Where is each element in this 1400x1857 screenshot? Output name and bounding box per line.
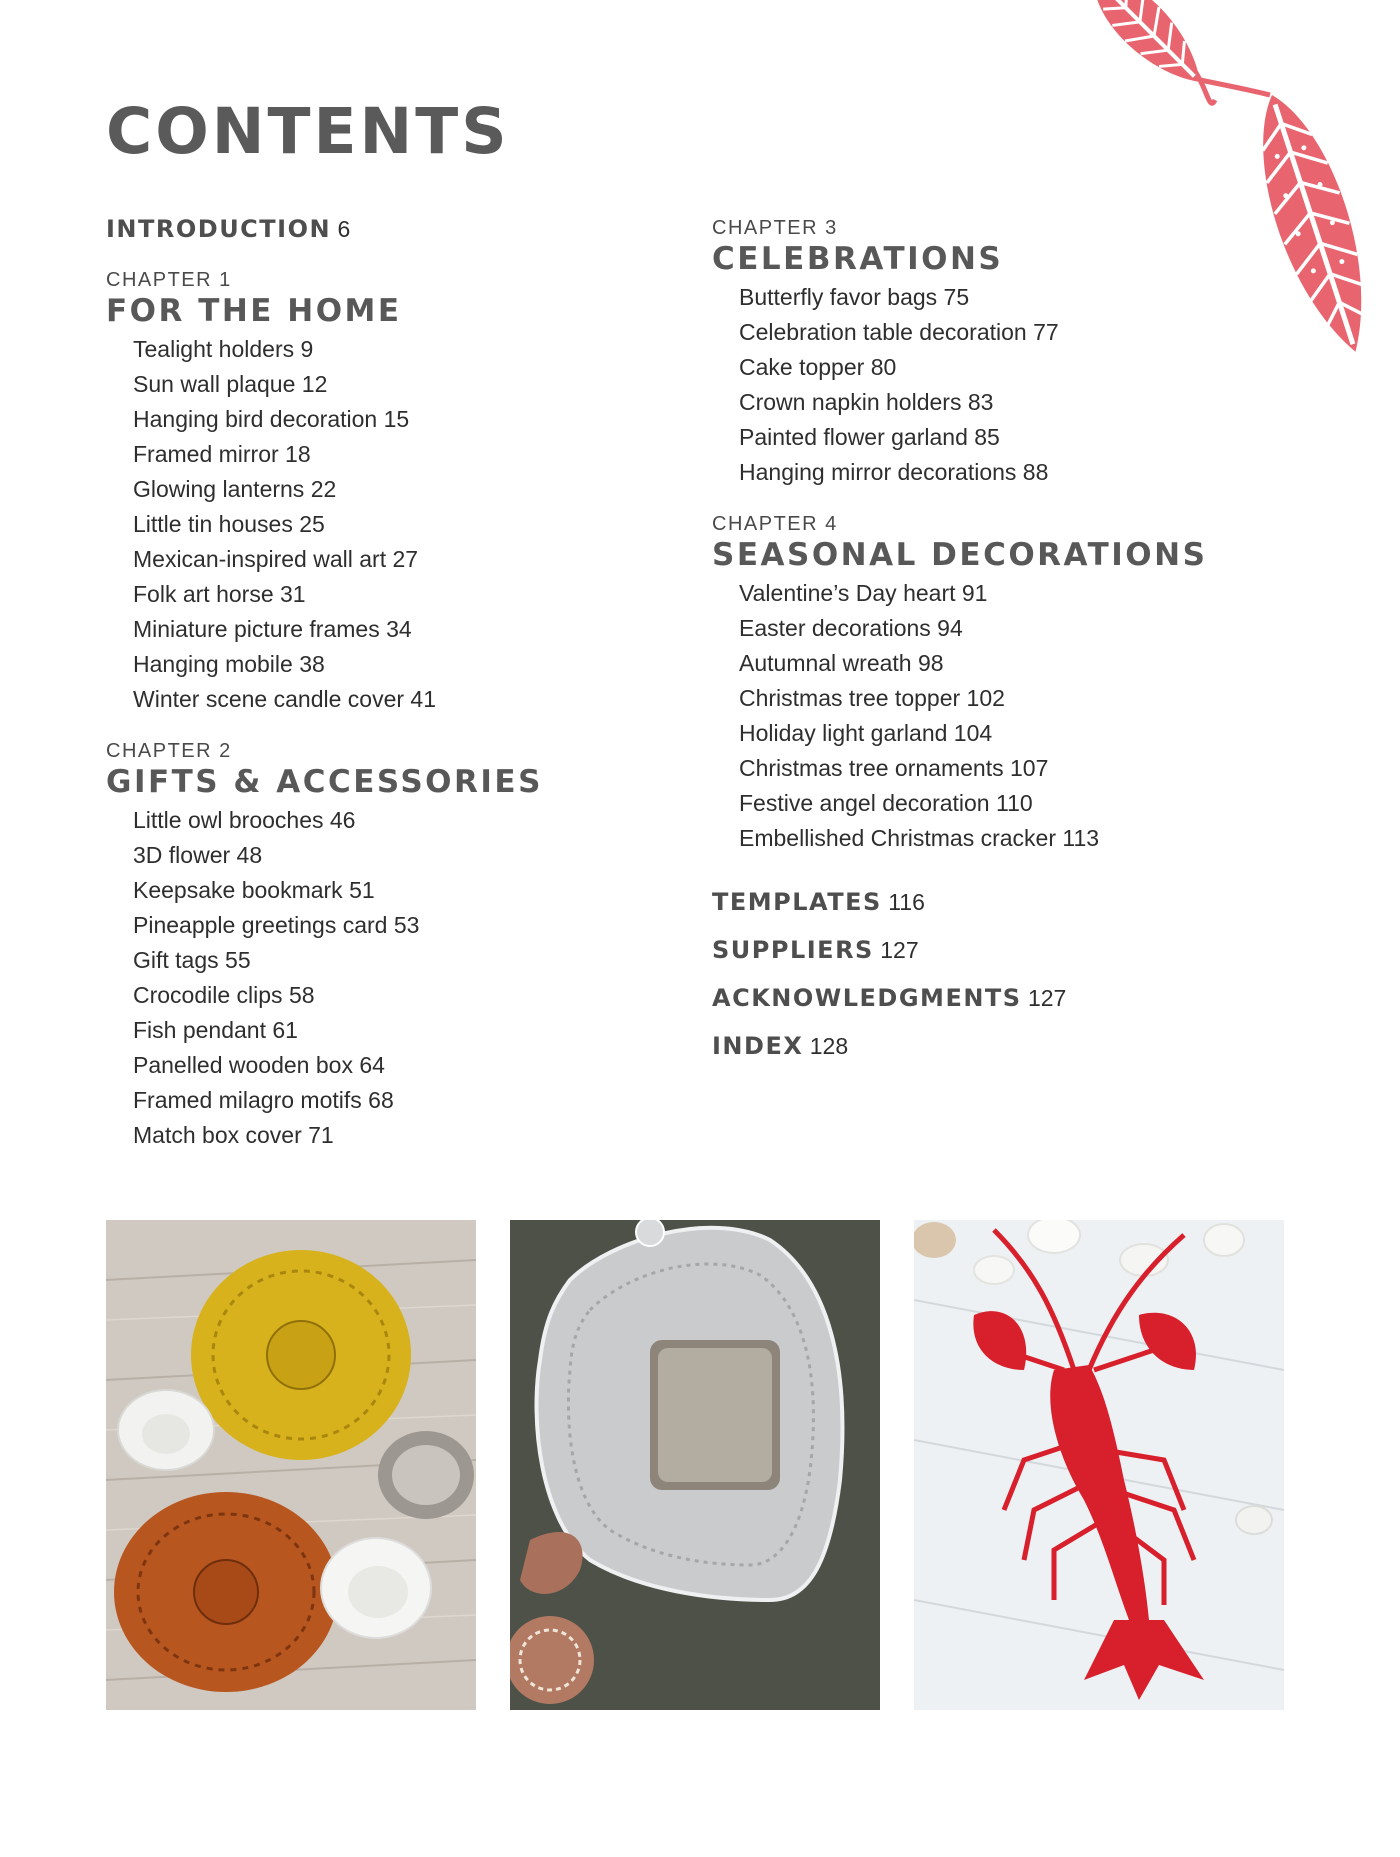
section-label: TEMPLATES: [712, 888, 882, 916]
toc-item[interactable]: Celebration table decoration 77: [739, 319, 1059, 345]
chapter-items: [106, 803, 666, 1153]
chapter-title[interactable]: CELEBRATIONS: [712, 241, 1004, 277]
photo-sun-plaques: [106, 1220, 476, 1710]
contents-left-column: [106, 212, 666, 1175]
toc-item[interactable]: Cake topper 80: [739, 354, 897, 380]
page-title: CONTENTS: [106, 95, 510, 168]
toc-item[interactable]: Panelled wooden box 64: [133, 1052, 385, 1078]
toc-item[interactable]: Glowing lanterns 22: [133, 476, 337, 502]
toc-item[interactable]: Holiday light garland 104: [739, 720, 993, 746]
toc-item[interactable]: Crocodile clips 58: [133, 982, 315, 1008]
toc-item[interactable]: Sun wall plaque 12: [133, 371, 328, 397]
toc-item[interactable]: Fish pendant 61: [133, 1017, 298, 1043]
chapter-label: CHAPTER 2: [106, 740, 232, 762]
toc-item[interactable]: Gift tags 55: [133, 947, 251, 973]
section-label: ACKNOWLEDGMENTS: [712, 984, 1022, 1012]
section-label: INTRODUCTION: [106, 215, 332, 243]
section-page: 116: [888, 889, 925, 915]
photo-lobster: [914, 1220, 1284, 1710]
chapter-items: [712, 280, 1272, 490]
toc-item[interactable]: Framed milagro motifs 68: [133, 1087, 394, 1113]
toc-item[interactable]: Little owl brooches 46: [133, 807, 356, 833]
toc-item[interactable]: Tealight holders 9: [133, 336, 314, 362]
toc-item[interactable]: Easter decorations 94: [739, 615, 963, 641]
toc-item[interactable]: 3D flower 48: [133, 842, 263, 868]
section-page: 128: [809, 1033, 849, 1059]
chapter-title[interactable]: GIFTS & ACCESSORIES: [106, 764, 543, 800]
toc-entry-acknowledgments[interactable]: [712, 974, 1272, 1022]
section-label: SUPPLIERS: [712, 936, 874, 964]
toc-item[interactable]: Hanging mirror decorations 88: [739, 459, 1049, 485]
chapter-3: [712, 216, 1272, 490]
chapter-2: [106, 739, 666, 1153]
toc-item[interactable]: Christmas tree topper 102: [739, 685, 1005, 711]
toc-entry-suppliers[interactable]: [712, 926, 1272, 974]
toc-entry-templates[interactable]: [712, 878, 1272, 926]
toc-item[interactable]: Autumnal wreath 98: [739, 650, 944, 676]
chapter-items: [712, 576, 1272, 856]
toc-item[interactable]: Christmas tree ornaments 107: [739, 755, 1049, 781]
toc-item[interactable]: Hanging bird decoration 15: [133, 406, 410, 432]
toc-entry-index[interactable]: [712, 1022, 1272, 1070]
chapter-4: [712, 512, 1272, 856]
toc-item[interactable]: Match box cover 71: [133, 1122, 334, 1148]
toc-item[interactable]: Embellished Christmas cracker 113: [739, 825, 1100, 851]
toc-item[interactable]: Valentine’s Day heart 91: [739, 580, 988, 606]
photo-tin-mirror: [510, 1220, 880, 1710]
toc-item[interactable]: Hanging mobile 38: [133, 651, 325, 677]
chapter-1: [106, 268, 666, 717]
chapter-title[interactable]: FOR THE HOME: [106, 293, 402, 329]
section-page: 127: [880, 937, 919, 963]
section-page: 6: [337, 216, 351, 242]
contents-right-column: [712, 216, 1272, 1070]
toc-item[interactable]: Painted flower garland 85: [739, 424, 1000, 450]
chapter-label: CHAPTER 1: [106, 269, 232, 291]
toc-item[interactable]: Little tin houses 25: [133, 511, 325, 537]
toc-item[interactable]: Winter scene candle cover 41: [133, 686, 436, 712]
toc-entry-introduction[interactable]: [106, 212, 666, 246]
toc-item[interactable]: Keepsake bookmark 51: [133, 877, 375, 903]
toc-item[interactable]: Crown napkin holders 83: [739, 389, 994, 415]
chapter-label: CHAPTER 3: [712, 217, 838, 239]
toc-item[interactable]: Framed mirror 18: [133, 441, 311, 467]
chapter-label: CHAPTER 4: [712, 513, 838, 535]
section-label: INDEX: [712, 1032, 804, 1060]
toc-item[interactable]: Butterfly favor bags 75: [739, 284, 970, 310]
toc-item[interactable]: Mexican-inspired wall art 27: [133, 546, 419, 572]
toc-item[interactable]: Pineapple greetings card 53: [133, 912, 420, 938]
toc-item[interactable]: Folk art horse 31: [133, 581, 306, 607]
chapter-items: [106, 332, 666, 717]
toc-item[interactable]: Miniature picture frames 34: [133, 616, 412, 642]
section-page: 127: [1027, 985, 1067, 1011]
toc-item[interactable]: Festive angel decoration 110: [739, 790, 1033, 816]
chapter-title[interactable]: SEASONAL DECORATIONS: [712, 537, 1208, 573]
back-matter: [712, 878, 1272, 1070]
